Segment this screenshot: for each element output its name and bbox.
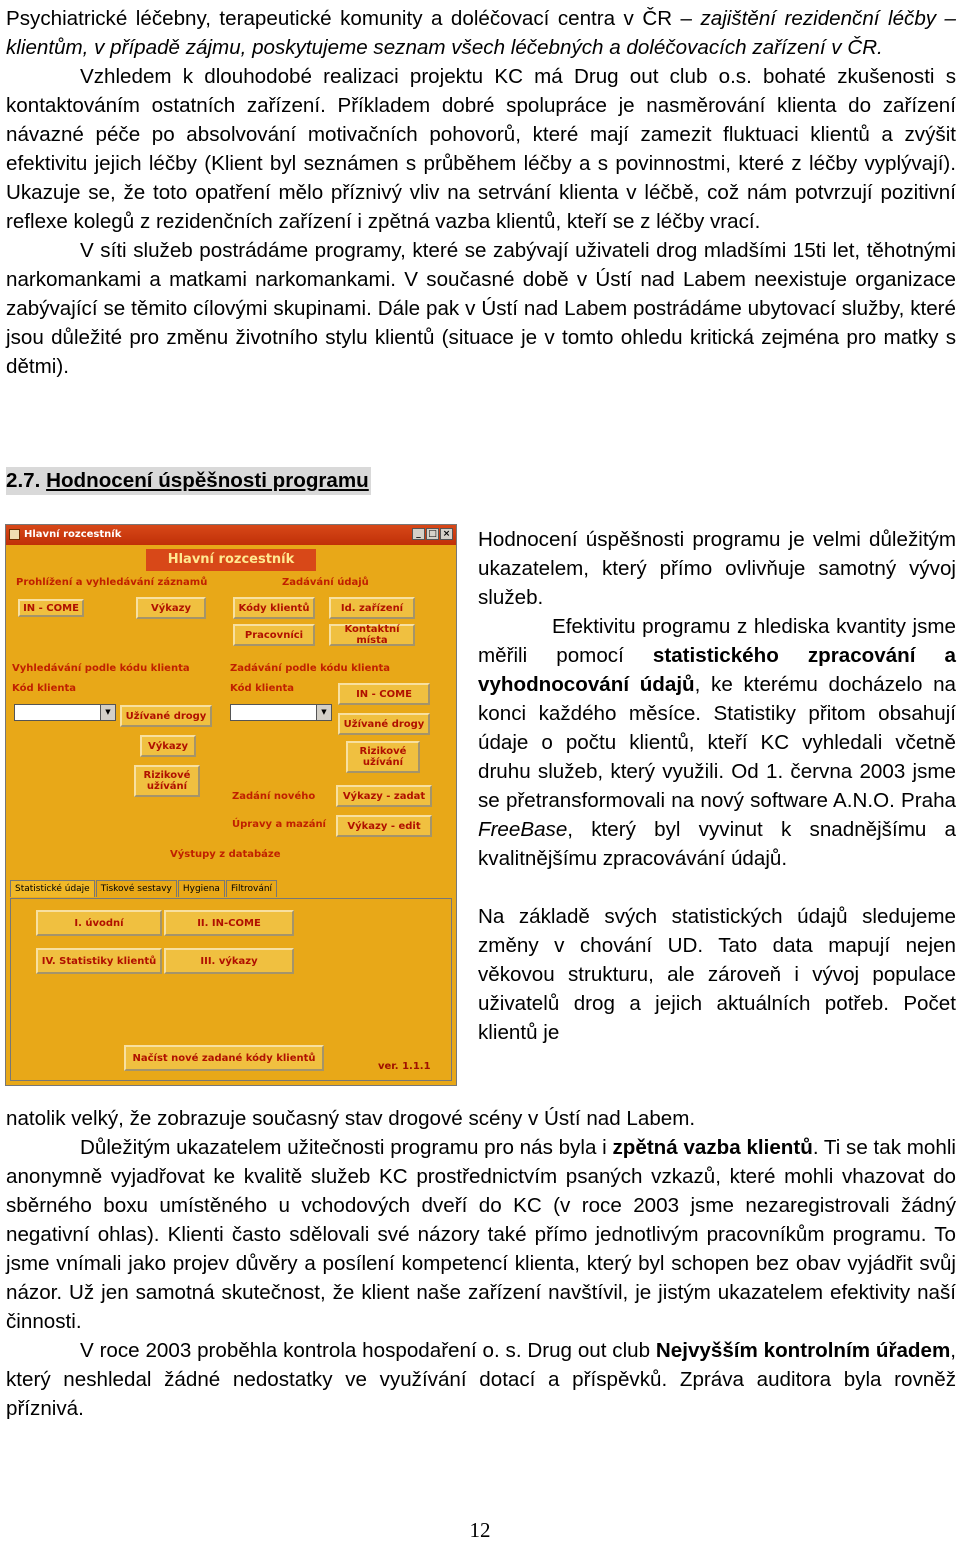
- paragraph-evaluation: Hodnocení úspěšnosti programu je velmi důležitým ukazatelem, který přímo ovlivňuje samotný vývoj služeb.: [478, 528, 956, 609]
- paragraph-statistics: Na základě svých statistických údajů sledujeme změny v chování UD. Tato data mapují nejen věkovou strukturu, ale zároveň i vývoj populace uživatelů drog a jejich aktuálních potřeb. Počet klientů je: [478, 905, 956, 1044]
- label-new-entry: Zadání nového: [232, 791, 316, 802]
- label-client-code-left: Kód klienta: [12, 683, 77, 694]
- window-controls: [412, 528, 453, 540]
- statistiky-klientu-button: IV. Statistiky klientů: [36, 948, 162, 974]
- kontaktni-mista-button: Kontaktní místa: [329, 624, 415, 646]
- tab-row: [10, 880, 278, 897]
- chevron-down-icon: ▼: [316, 705, 331, 720]
- label-search-by-code: Vyhledávání podle kódu klienta: [12, 663, 190, 674]
- uzivane-drogy-button-right: Užívané drogy: [338, 713, 430, 735]
- tab-statistics: Statistické údaje: [10, 880, 95, 897]
- client-code-combo-right: [230, 704, 332, 721]
- label-client-code-right: Kód klienta: [230, 683, 295, 694]
- window-title: Hlavní rozcestník: [24, 529, 122, 540]
- label-entry: Zadávání údajů: [282, 577, 369, 588]
- uvodni-button: I. úvodní: [36, 910, 162, 936]
- load-new-codes-button: Načíst nové zadané kódy klientů: [124, 1045, 324, 1071]
- close-icon: ×: [440, 528, 453, 540]
- vykazy-edit-button: Výkazy - edit: [336, 815, 432, 837]
- chevron-down-icon: ▼: [100, 705, 115, 720]
- uzivane-drogy-button-left: Užívané drogy: [120, 705, 212, 727]
- paragraph-missing-services: V síti služeb postrádáme programy, které se zabývají uživateli drog mladšími 15ti let, těhotnými narkomankami a matkami narkomankami. V současné době v Ústí nad Labem neexistuje organizace zabývající se těmito cílovými skupinami. Dále pak v Ústí nad Labem postrádáme ubytovací služby, které jsou důležité pro změnu životního stylu klientů (situace je v tomto ohledu kritická zejména pro matky s dětmi).: [6, 239, 956, 378]
- tab-filtering: Filtrování: [226, 880, 277, 897]
- paragraph-audit: V roce 2003 proběhla kontrola hospodaření o. s. Drug out club Nejvyšším kontrolním úřadem, který neshledal žádné nedostatky ve využívání dotací a příspěvků. Zpráva auditora byla rovněž příznivá.: [6, 1339, 956, 1420]
- rizikove-uzivani-button-right: Rizikové užívání: [346, 741, 420, 773]
- section-number: 2.7.: [6, 469, 41, 492]
- form-title: Hlavní rozcestník: [146, 549, 316, 571]
- label-browse: Prohlížení a vyhledávání záznamů: [16, 577, 208, 588]
- label-edit-delete: Úpravy a mazání: [232, 819, 326, 830]
- incom-button-right: IN - COME: [338, 683, 430, 705]
- vykazy-stat-button: III. výkazy: [164, 948, 294, 974]
- paragraph-cooperation: Vzhledem k dlouhodobé realizaci projektu KC má Drug out club o.s. bohaté zkušenosti s kontaktováním ostatních zařízení. Příkladem dobré spolupráce je nasměrování klienta do zařízení návazné péče po absolvování motivačních pohovorů, které mají zamezit fluktuaci klientů a zvýšit efektivitu jejich léčby (Klient byl seznámen s průběhem léčby a s povinnostmi, které z léčby vyplývají). Ukazuje se, že toto opatření mělo příznivý vliv na setrvání klienta v léčbě, což nám potvrzují pozitivní reflexe kolegů z rezidenčních zařízení i zpětná vazba klientů, kteří se z léčby vrací.: [6, 65, 956, 233]
- section-heading: [6, 467, 371, 495]
- page-number: 12: [469, 1518, 491, 1542]
- version-label: ver. 1.1.1: [378, 1061, 431, 1072]
- tab-print-reports: Tiskové sestavy: [96, 880, 177, 897]
- app-icon: [9, 529, 20, 540]
- incom-stat-button: II. IN-COME: [164, 910, 294, 936]
- vykazy-button-left: Výkazy: [140, 735, 196, 757]
- app-titlebar: [6, 525, 456, 545]
- label-entry-by-code: Zadávání podle kódu klienta: [230, 663, 391, 674]
- client-code-combo-left: [14, 704, 116, 721]
- vykazy-zadat-button: Výkazy - zadat: [336, 785, 432, 807]
- embedded-app-screenshot: [5, 524, 457, 1086]
- paragraph-efficiency: Efektivitu programu z hlediska kvantity jsme měřili pomocí statistického zpracování a vyhodnocování údajů, ke kterému docházelo na konci každého měsíce. Statistiky přitom obsahují údaje o počtu klientů, kteří KC vyhledali včetně druhu služeb, který využili. Od 1. června 2003 jsme se přetransformovali na nový software A.N.O. Praha FreeBase, který byl vyvinut k snadnějšímu a kvalitnějšímu zpracovávání údajů.: [478, 615, 956, 870]
- section-title: Hodnocení úspěšnosti programu: [46, 469, 369, 492]
- minimize-icon: _: [412, 528, 425, 540]
- side-text: [478, 525, 956, 1047]
- kody-klientu-button: Kódy klientů: [233, 597, 315, 619]
- label-outputs: Výstupy z databáze: [170, 849, 281, 860]
- incom-button: IN - COME: [18, 599, 84, 617]
- rizikove-uzivani-button-left: Rizikové užívání: [134, 765, 200, 797]
- bottom-section: [6, 1104, 956, 1423]
- maximize-icon: □: [426, 528, 439, 540]
- id-zarizeni-button: Id. zařízení: [329, 597, 415, 619]
- paragraph-continued: natolik velký, že zobrazuje současný stav drogové scény v Ústí nad Labem.: [6, 1107, 696, 1130]
- tab-hygiene: Hygiena: [178, 880, 225, 897]
- paragraph-feedback: Důležitým ukazatelem užitečnosti programu pro nás byla i zpětná vazba klientů. Ti se tak mohli anonymně vyjadřovat ke kvalitě služeb KC prostřednictvím psaných vzkazů, které mohli vhazovat do sběrného boxu umístěného u vchodových dveří do KC (v roce 2003 jsme nezaregistrovali žádný negativní ohlas). Klienti často sdělovali své názory také přímo jednotlivým pracovníkům programu. To jsme vnímali jako projev důvěry a posílení kompetencí klienta, který byl schopen bez obav vyjádřit svůj názor. Už jen samotná skutečnost, že klient naše zařízení navštívil, je jistým ukazatelem efektivity naší činnosti.: [6, 1136, 956, 1333]
- vykazy-button: Výkazy: [136, 597, 206, 619]
- intro-section: [6, 4, 956, 381]
- paragraph-facilities: Psychiatrické léčebny, terapeutické komunity a doléčovací centra v ČR – zajištění rezidenční léčby – klientům, v případě zájmu, poskytujeme seznam všech léčebných a doléčovacích zařízení v ČR.: [6, 7, 957, 59]
- pracovnici-button: Pracovníci: [233, 624, 315, 646]
